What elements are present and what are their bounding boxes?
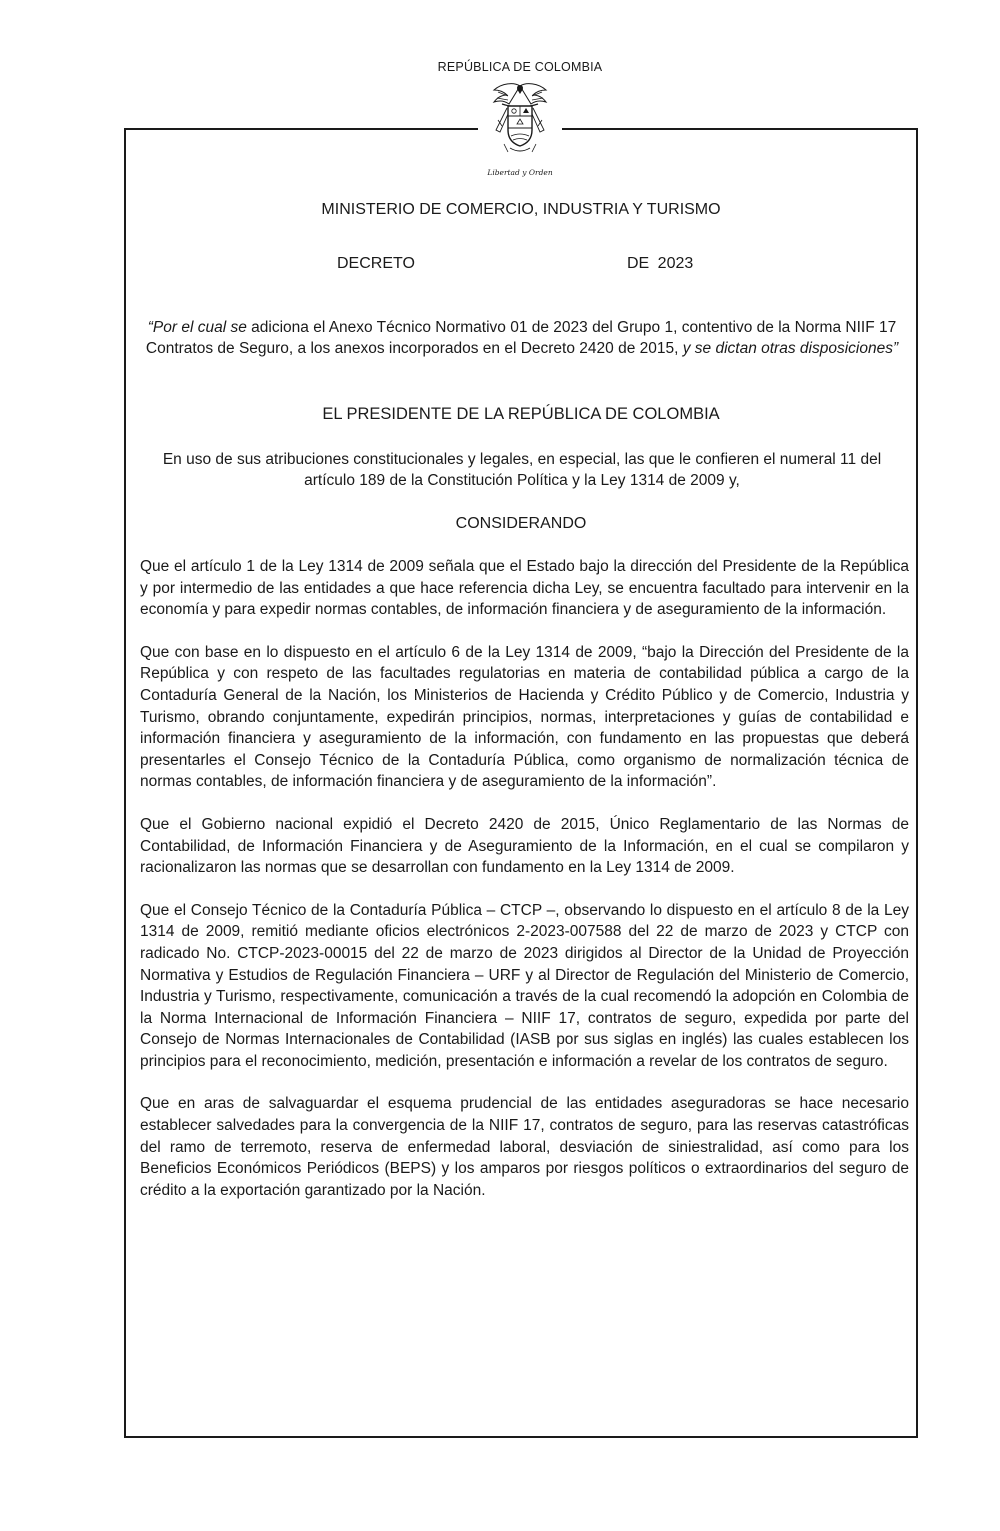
considerando-paragraph: Que el Gobierno nacional expidió el Decreto 2420 de 2015, Único Reglamentario de las Normas de Contabilidad, de Información Financiera y de Aseguramiento de la Información, en el cual se compilaron y racionalizaron las normas que se desarrollan con fundamento en la Ley 1314 de 2009. xyxy=(140,815,909,877)
decree-title xyxy=(140,318,904,359)
considerando-paragraph: Que el Consejo Técnico de la Contaduría Pública – CTCP –, observando lo dispuesto en el artículo 8 de la Ley 1314 de 2009, remitió mediante oficios electrónicos 2-2023-007588 del 22 de marzo de 2023 y CTCP con radicado No. CTCP-2023-00015 del 22 de marzo de 2023 dirigidos al Director de la Unidad de Proyección Normativa y Estudios de Regulación Financiera – URF y al Director de Regulación del Ministerio de Comercio, Industria y Turismo, respectivamente, comunicación a través de la cual recomendó la adopción en Colombia de la Norma Internacional de Información Financiera – NIIF 17, contratos de seguro, expedida por parte del Consejo de Normas Internacionales de Contabilidad (IASB por sus siglas en inglés) las cuales establecen los principios para el reconocimiento, medición, presentación e información a revelar de los contratos de seguro. xyxy=(140,901,909,1070)
decree-title-body: adiciona el Anexo Técnico Normativo 01 de 2023 del Grupo 1, contentivo de la Norma NIIF 17 Contratos de Seguro, a los anexos incorporados en el Decreto 2420 de 2015, xyxy=(145,319,897,357)
considerando-paragraph: Que en aras de salvaguardar el esquema prudencial de las entidades aseguradoras se hace necesario establecer salvedades para la convergencia de la NIIF 17, contratos de seguro, para las reservas catastróficas del ramo de terremoto, reserva de enfermedad laboral, desviación de siniestralidad, así como para los Beneficios Económicos Periódicos (BEPS) y los amparos por riesgos políticos o extraordinarios del seguro de crédito a la exportación garantizado por la Nación. xyxy=(140,1095,909,1199)
considerando-body xyxy=(140,556,909,1222)
decree-year: DE 2023 xyxy=(627,255,694,272)
seal-motto: Libertad y Orden xyxy=(487,168,553,177)
decree-label: DECRETO xyxy=(337,255,415,272)
ministry-title: MINISTERIO DE COMERCIO, INDUSTRIA Y TURISMO xyxy=(321,201,721,218)
coat-of-arms-icon xyxy=(488,80,552,166)
republic-header: REPÚBLICA DE COLOMBIA xyxy=(437,60,603,74)
usage-of-powers: En uso de sus atribuciones constitucionales y legales, en especial, las que le confieren el numeral 11 del artículo 189 de la Constitución Política y la Ley 1314 de 2009 y, xyxy=(162,451,882,489)
decree-title-italic-start: “Por el cual se xyxy=(147,319,247,336)
national-seal xyxy=(478,80,562,184)
considerando-paragraph: Que el artículo 1 de la Ley 1314 de 2009 señala que el Estado bajo la dirección del Presidente de la República y por intermedio de las entidades a que hace referencia dicha Ley, se encuentra facultado para intervenir en la economía y para expedir normas contables, de información financiera y de aseguramiento de la información. xyxy=(140,558,909,619)
issuer-heading: EL PRESIDENTE DE LA REPÚBLICA DE COLOMBIA xyxy=(322,405,720,423)
considerando-heading: CONSIDERANDO xyxy=(455,515,587,532)
considerando-paragraph: Que con base en lo dispuesto en el artículo 6 de la Ley 1314 de 2009, “bajo la Dirección del Presidente de la República y con respeto de las facultades regulatorias en materia de contabilidad pública a cargo de la Contaduría General de la Nación, los Ministerios de Hacienda y Crédito Público y de Comercio, Industria y Turismo, obrando conjuntamente, expedirán principios, normas, interpretaciones y guías de contabilidad e información financiera y aseguramiento de la información, con fundamento en las propuestas que deberá presentarles el Consejo Técnico de la Contaduría Pública, como organismo de normalización técnica de normas contables, de información financiera y de aseguramiento de la información”. xyxy=(140,643,909,791)
decree-title-italic-end: y se dictan otras disposiciones” xyxy=(678,339,899,357)
